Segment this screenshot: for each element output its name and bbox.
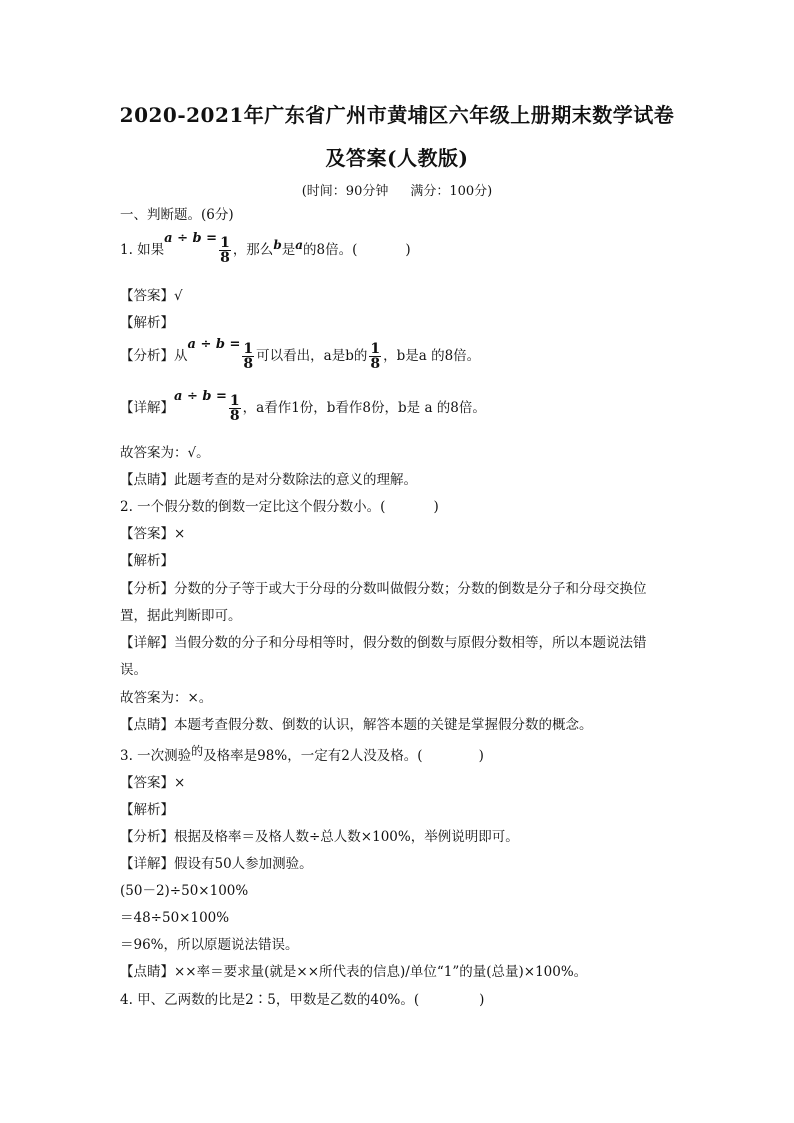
q2-final: 故答案为：×。 [120,690,213,706]
q3-text-sup: 的 [191,744,204,758]
question-4 [120,991,484,1009]
q1-fx-expr: a ÷ b = [187,337,241,352]
q2-analysis-line1: 【分析】分数的分子等于或大于分母的分数叫做假分数；分数的倒数是分子和分母交换位 [120,581,647,597]
document-title-line1: 2020-2021年广东省广州市黄埔区六年级上册期末数学试卷 [119,103,675,127]
q1-xj-prefix: 【详解】 [120,400,174,416]
q1-fx-frac-num: 1 [243,341,254,357]
q1-final: 故答案为：√。 [120,445,210,461]
q3-analysis: 【分析】根据及格率＝及格人数÷总人数×100%，举例说明即可。 [120,829,519,845]
q2-text: 2. 一个假分数的倒数一定比这个假分数小。( [120,499,386,515]
q3-comment: 【点睛】××率＝要求量(就是××所代表的信息)/单位“1”的量(总量)×100%。 [120,964,588,980]
q4-text: 4. 甲、乙两数的比是2∶5，甲数是乙数的40%。( [120,992,420,1008]
q1-fx-frac2-num: 1 [370,341,381,357]
q1-var-b: b [273,238,282,252]
q3-text-a: 3. 一次测验 [120,748,192,764]
q1-close: ) [405,242,411,258]
q2-analysis-line2: 置，据此判断即可。 [120,608,242,624]
q1-prefix: 1. 如果 [120,242,165,258]
q1-detail [120,389,486,424]
q2-detail-line2: 误。 [120,662,147,678]
q2-answer: 【答案】× [120,526,186,542]
q1-xj-expr: a ÷ b = [174,389,227,404]
exam-info [0,180,794,199]
q1-fx-prefix: 【分析】从 [120,348,188,364]
section-heading: 一、判断题。(6分) [120,207,234,223]
q3-text-b: 及格率是98%，一定有2人没及格。( [203,748,423,764]
q1-fx-mid: 可以看出，a是b的 [256,348,368,364]
q1-xj-fraction [229,394,241,423]
q1-fx-end: ，b是a 的8倍。 [383,348,481,364]
exam-score: 满分：100分) [410,184,493,199]
q2-analysis-head: 【解析】 [120,553,174,569]
q2-comment: 【点睛】本题考查假分数、倒数的认识，解答本题的关键是掌握假分数的概念。 [120,717,593,733]
q1-expr: a ÷ b = [164,231,218,246]
q1-mid2: 是 [281,242,296,258]
q1-end: 的8倍。( [302,242,358,258]
exam-time: (时间：90分钟 [301,184,389,199]
q3-calc-2: ＝48÷50×100% [120,910,230,926]
q1-comment: 【点睛】此题考查的是对分数除法的意义的理解。 [120,472,417,488]
q1-fx-frac-den: 8 [243,356,254,372]
q1-fraction [219,236,231,265]
q1-xj-frac-num: 1 [229,393,240,409]
q3-answer: 【答案】× [120,775,186,791]
q1-fx-fraction2 [369,342,381,371]
q1-frac-num: 1 [220,235,230,251]
q1-xj-frac-den: 8 [229,408,240,424]
q3-analysis-head: 【解析】 [120,802,174,818]
q1-fx-fraction [242,342,254,371]
q1-frac-den: 8 [220,250,230,266]
q2-close: ) [433,499,439,515]
document-title-line2: 及答案(人教版) [325,146,469,170]
q4-close: ) [479,992,485,1008]
q3-calc-1: (50－2)÷50×100% [120,883,249,899]
q3-calc-3: ＝96%，所以原题说法错误。 [120,937,299,953]
question-3 [120,744,484,765]
q1-analysis-head: 【解析】 [120,315,174,331]
question-1 [120,231,411,266]
q1-fx-frac2-den: 8 [370,356,381,372]
q1-mid1: ，那么 [232,242,274,258]
q1-var-a: a [295,238,303,252]
q1-answer: 【答案】√ [120,288,183,304]
q1-analysis [120,337,481,372]
q2-detail-line1: 【详解】当假分数的分子和分母相等时，假分数的倒数与原假分数相等，所以本题说法错 [120,635,647,651]
question-2 [120,498,439,516]
q3-close: ) [478,748,484,764]
q3-detail: 【详解】假设有50人参加测验。 [120,856,313,872]
q1-xj-end: ，a看作1份，b看作8份，b是 a 的8倍。 [242,400,486,416]
